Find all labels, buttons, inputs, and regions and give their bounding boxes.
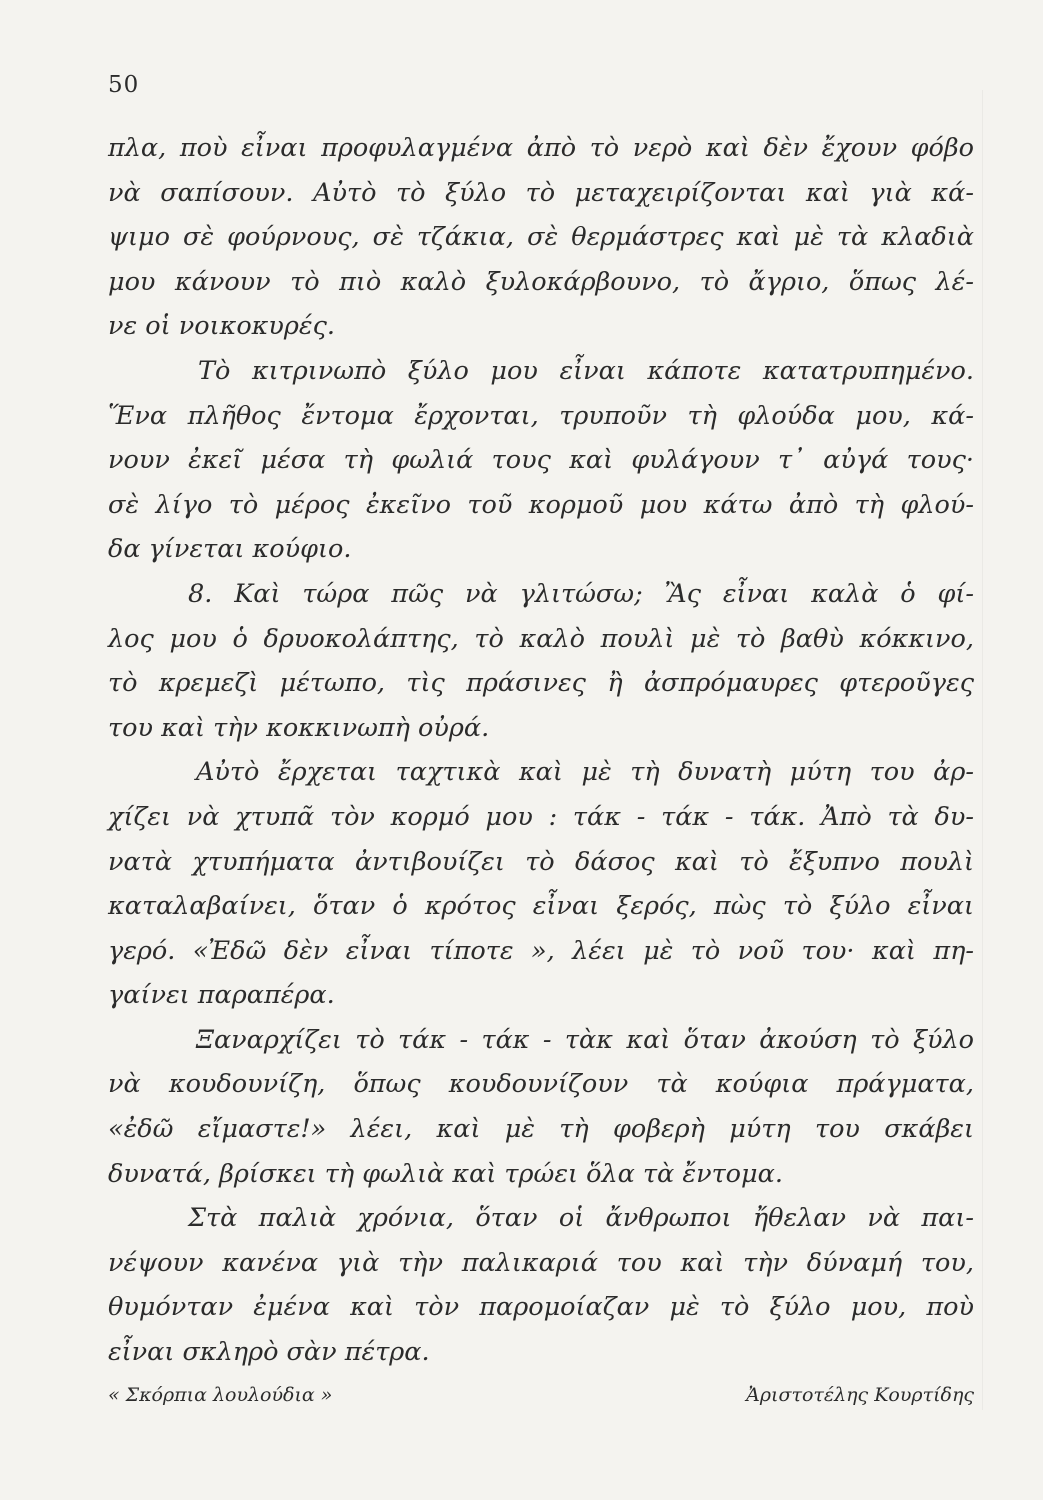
text-line: νὰ σαπίσουν. Αὐτὸ τὸ ξύλο τὸ μεταχειρίζονται καὶ γιὰ κά-: [108, 177, 974, 208]
text-line: Τὸ κιτρινωπὸ ξύλο μου εἶναι κάποτε κατατρυπημένο.: [198, 355, 974, 386]
text-line: πλα, ποὺ εἶναι προφυλαγμένα ἀπὸ τὸ νερὸ καὶ δὲν ἔχουν φόβο: [108, 133, 974, 163]
page-number: 50: [108, 72, 140, 98]
text-line: λος μου ὁ δρυοκολάπτης, τὸ καλὸ πουλὶ μὲ τὸ βαθὺ κόκκινο,: [108, 623, 974, 654]
text-line: Στὰ παλιὰ χρόνια, ὅταν οἱ ἄνθρωποι ἤθελαν νὰ παι-: [188, 1203, 974, 1234]
text-line: σὲ λίγο τὸ μέρος ἐκεῖνο τοῦ κορμοῦ μου κάτω ἀπὸ τὴ φλού-: [108, 489, 974, 520]
text-line: του καὶ τὴν κοκκινωπὴ οὐρά.: [108, 712, 490, 743]
source-author: Ἀριστοτέλης Κουρτίδης: [746, 1384, 974, 1406]
text-line: Αὐτὸ ἔρχεται ταχτικὰ καὶ μὲ τὴ δυνατὴ μύτη του ἀρ-: [196, 757, 974, 788]
text-line: νε οἱ νοικοκυρές.: [108, 311, 335, 342]
page-shadow: [982, 90, 983, 1410]
text-line: Ξαναρχίζει τὸ τάκ - τάκ - τὰκ καὶ ὅταν ἀκούση τὸ ξύλο: [196, 1024, 974, 1055]
text-line: εἶναι σκληρὸ σὰν πέτρα.: [108, 1337, 430, 1368]
text-line: χίζει νὰ χτυπᾶ τὸν κορμό μου : τάκ - τάκ - τάκ. Ἀπὸ τὰ δυ-: [108, 801, 974, 832]
text-line: νέψουν κανένα γιὰ τὴν παλικαριά του καὶ τὴν δύναμή του,: [108, 1247, 974, 1278]
text-line: «ἐδῶ εἴμαστε!» λέει, καὶ μὲ τὴ φοβερὴ μύτη του σκάβει: [108, 1114, 974, 1145]
text-line: μου κάνουν τὸ πιὸ καλὸ ξυλοκάρβουνο, τὸ ἄγριο, ὅπως λέ-: [108, 266, 974, 297]
text-line: καταλαβαίνει, ὅταν ὁ κρότος εἶναι ξερός, πὼς τὸ ξύλο εἶναι: [108, 891, 974, 922]
source-book-title: « Σκόρπια λουλούδια »: [108, 1384, 333, 1406]
text-line: 8. Καὶ τώρα πῶς νὰ γλιτώσω; Ἂς εἶναι καλὰ ὁ φί-: [188, 578, 974, 609]
text-line: ψιμο σὲ φούρνους, σὲ τζάκια, σὲ θερμάστρες καὶ μὲ τὰ κλαδιὰ: [108, 222, 974, 253]
text-line: δα γίνεται κούφιο.: [108, 534, 352, 565]
text-line: γαίνει παραπέρα.: [108, 980, 335, 1011]
text-line: Ἕνα πλῆθος ἔντομα ἔρχονται, τρυποῦν τὴ φλούδα μου, κά-: [108, 400, 974, 431]
text-line: νατὰ χτυπήματα ἀντιβουίζει τὸ δάσος καὶ τὸ ἔξυπνο πουλὶ: [108, 846, 974, 877]
text-line: γερό. «Ἐδῶ δὲν εἶναι τίποτε », λέει μὲ τὸ νοῦ του· καὶ πη-: [108, 935, 974, 966]
text-line: νουν ἐκεῖ μέσα τὴ φωλιά τους καὶ φυλάγουν τ᾽ αὐγά τους·: [108, 445, 974, 476]
text-line: τὸ κρεμεζὶ μέτωπο, τὶς πράσινες ἢ ἀσπρόμαυρες φτεροῦγες: [108, 668, 974, 699]
text-line: νὰ κουδουνίζη, ὅπως κουδουνίζουν τὰ κούφια πράγματα,: [108, 1069, 974, 1100]
text-line: θυμόνταν ἐμένα καὶ τὸν παρομοίαζαν μὲ τὸ ξύλο μου, ποὺ: [108, 1292, 974, 1323]
body-text: [108, 126, 974, 1375]
text-line: δυνατά, βρίσκει τὴ φωλιὰ καὶ τρώει ὅλα τὰ ἔντομα.: [108, 1158, 783, 1189]
